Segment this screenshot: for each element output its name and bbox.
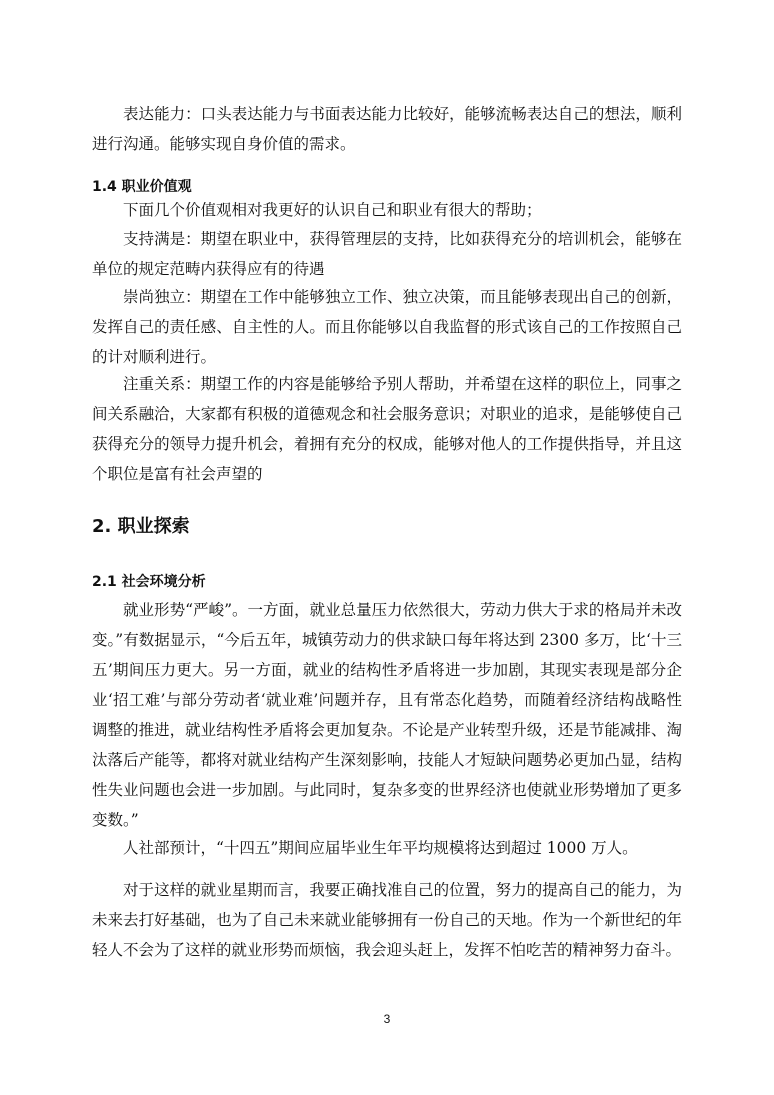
paragraph-support: 支持满是：期望在职业中，获得管理层的支持，比如获得充分的培训机会，能够在单位的规定范畴内获得应有的待遇: [92, 230, 682, 278]
paragraph-forecast: 人社部预计，“十四五”期间应届毕业生年平均规模将达到超过 1000 万人。: [123, 839, 638, 857]
heading-career-exploration: 2. 职业探索: [92, 516, 190, 537]
paragraph-expression-ability: 表达能力：口头表达能力与书面表达能力比较好，能够流畅表达自己的想法，顺利进行沟通。能够实现自身价值的需求。: [92, 105, 682, 153]
page-number: 3: [383, 1012, 391, 1026]
heading-social-environment: 2.1 社会环境分析: [92, 574, 206, 590]
heading-career-values: 1.4 职业价值观: [92, 179, 192, 195]
paragraph-relations: 注重关系：期望工作的内容是能够给予别人帮助，并希望在这样的职位上，同事之间关系融洽，大家都有积极的道德观念和社会服务意识；对职业的追求，是能够使自己获得充分的领导力提升机会，着拥有充分的权成，能够对他人的工作提供指导，并且这个职位是富有社会声望的: [92, 375, 682, 483]
paragraph-independence: 崇尚独立：期望在工作中能够独立工作、独立决策，而且能够表现出自己的创新，发挥自己的责任感、自主性的人。而且你能够以自我监督的形式该自己的工作按照自己的计对顺利进行。: [92, 288, 682, 366]
paragraph-employment-situation: 就业形势“严峻”。一方面，就业总量压力依然很大，劳动力供大于求的格局并未改变。”有数据显示，“今后五年，城镇劳动力的供求缺口每年将达到 2300 多万，比‘十三五’期间压力更大。另一方面，就业的结构性矛盾将进一步加剧，其现实表现是部分企业‘招工难’与部分劳动者‘就业难’问题并存，且有常态化趋势，而随着经济结构战略性调整的推进，就业结构性矛盾将会更加复杂。不论是产业转型升级，还是节能减排、淘汰落后产能等，都将对就业结构产生深刻影响，技能人才短缺问题势必更加凸显，结构性失业问题也会进一步加剧。与此同时，复杂多变的世界经济也使就业形势增加了更多变数。”: [92, 601, 682, 829]
paragraph-values-intro: 下面几个价值观相对我更好的认识自己和职业有很大的帮助；: [123, 201, 542, 219]
paragraph-attitude: 对于这样的就业星期而言，我要正确找准自己的位置，努力的提高自己的能力，为未来去打好基础，也为了自己未来就业能够拥有一份自己的天地。作为一个新世纪的年轻人不会为了这样的就业形势而烦恼，我会迎头赶上，发挥不怕吃苦的精神努力奋斗。: [92, 881, 682, 959]
